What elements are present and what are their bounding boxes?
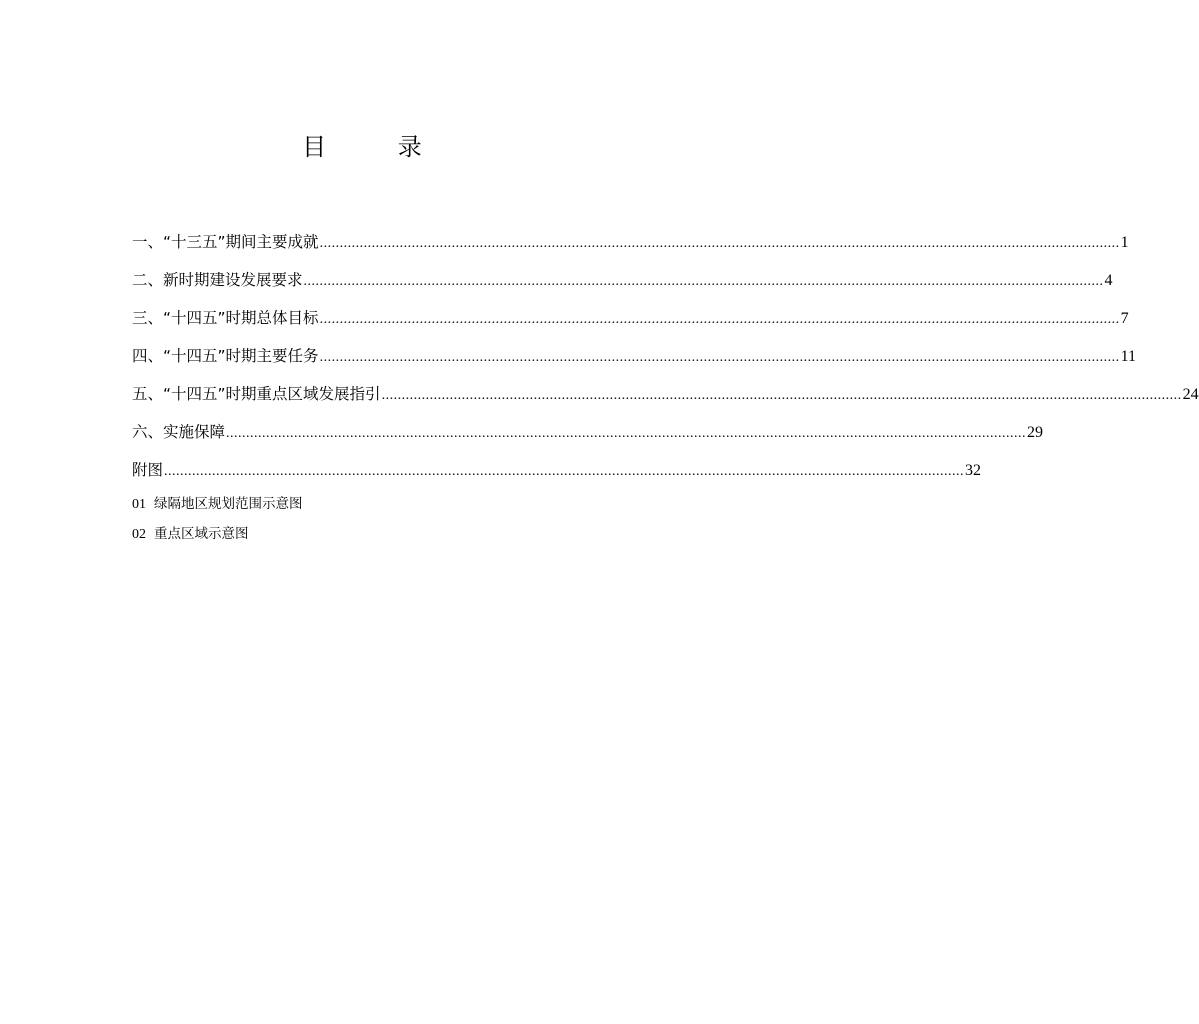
toc-entry-label: 一、“十三五”期间主要成就 (132, 233, 319, 251)
toc-page-number: 32 (965, 462, 982, 479)
toc-entry[interactable] (132, 304, 1129, 342)
annex-item[interactable] (132, 524, 598, 554)
toc-page-number: 4 (1104, 272, 1113, 289)
toc-entry[interactable] (132, 456, 982, 494)
toc-leader-dots: ........................................................................................................................................................................................................ (164, 464, 965, 479)
toc-page-number: 29 (1027, 424, 1044, 441)
toc-entry-label: 六、实施保障 (132, 423, 226, 441)
toc-leader-dots: ........................................................................................................................................................................................................ (319, 350, 1120, 365)
toc-entry[interactable] (132, 342, 1136, 380)
table-of-contents (132, 228, 1199, 494)
toc-entry-label: 五、“十四五”时期重点区域发展指引 (132, 385, 381, 403)
annex-label: 绿隔地区规划范围示意图 (154, 496, 303, 512)
annex-list (132, 494, 598, 554)
toc-entry[interactable] (132, 418, 1044, 456)
toc-page-number: 11 (1120, 348, 1136, 365)
toc-page-number: 7 (1120, 310, 1129, 327)
toc-entry[interactable] (132, 266, 1113, 304)
toc-page-number: 24 (1182, 386, 1199, 403)
toc-leader-dots: ........................................................................................................................................................................................................ (319, 236, 1120, 251)
toc-leader-dots: ........................................................................................................................................................................................................ (303, 274, 1104, 289)
toc-entry[interactable] (132, 380, 1199, 418)
toc-entry-label: 附图 (132, 461, 164, 479)
toc-leader-dots: ........................................................................................................................................................................................................ (226, 426, 1027, 441)
annex-number: 02 (132, 527, 146, 542)
toc-entry[interactable] (132, 228, 1129, 266)
toc-entry-label: 二、新时期建设发展要求 (132, 271, 303, 289)
annex-item[interactable] (132, 494, 598, 524)
toc-leader-dots: ........................................................................................................................................................................................................ (319, 312, 1120, 327)
toc-title: 目 录 (302, 133, 454, 161)
toc-page-number: 1 (1120, 234, 1129, 251)
annex-label: 重点区域示意图 (154, 526, 249, 542)
toc-entry-label: 四、“十四五”时期主要任务 (132, 347, 319, 365)
toc-leader-dots: ........................................................................................................................................................................................................ (381, 388, 1182, 403)
annex-number: 01 (132, 497, 146, 512)
toc-entry-label: 三、“十四五”时期总体目标 (132, 309, 319, 327)
